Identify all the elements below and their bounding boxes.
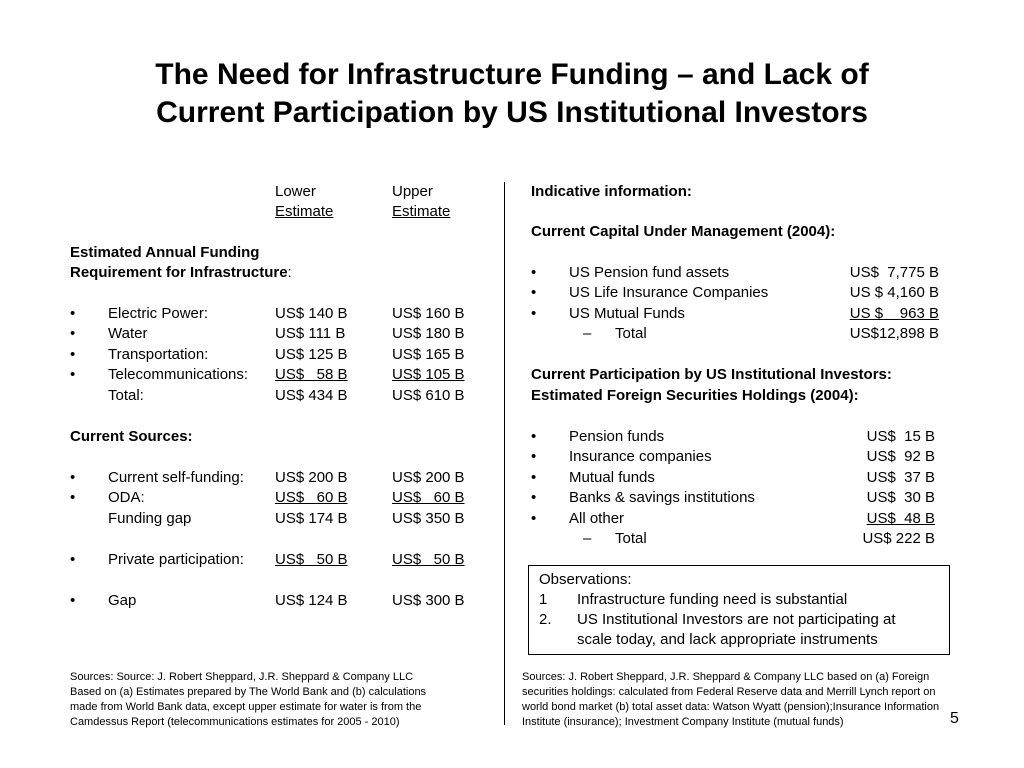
- participation-total-row: [531, 529, 951, 549]
- bullet: •: [531, 489, 537, 506]
- capital-row: [531, 283, 951, 303]
- row-label: Electric Power:: [108, 305, 209, 322]
- participation-row: [531, 427, 951, 447]
- requirement-total-row: [70, 386, 490, 406]
- row-value: US$12,898 B: [849, 325, 939, 342]
- upper-value: US$ 160 B: [392, 305, 465, 322]
- requirement-heading-line-1: Estimated Annual Funding: [70, 244, 260, 261]
- upper-header-1: Upper: [392, 183, 433, 200]
- requirement-row: [70, 345, 490, 365]
- observation-item-continued: [539, 630, 939, 650]
- bullet: •: [70, 469, 76, 486]
- row-label: Pension funds: [569, 428, 665, 445]
- source-line: Sources: J. Robert Sheppard, J.R. Sheppard & Company LLC based on (a) Foreign: [522, 671, 930, 683]
- bullet: •: [70, 551, 76, 568]
- bullet: •: [531, 448, 537, 465]
- row-label: All other: [569, 510, 625, 527]
- row-value: US $ 4,160 B: [849, 284, 939, 301]
- lower-value: US$ 58 B: [275, 366, 348, 383]
- source-line: Sources: Source: J. Robert Sheppard, J.R. Sheppard & Company LLC: [70, 671, 414, 683]
- row-label: Water: [108, 325, 148, 342]
- upper-value: US$ 350 B: [392, 510, 465, 527]
- lower-value: US$ 200 B: [275, 469, 348, 486]
- upper-value: US$ 180 B: [392, 325, 465, 342]
- sources-left: [70, 670, 426, 730]
- row-label: Total:: [108, 387, 144, 404]
- sources-right: [522, 670, 939, 730]
- capital-heading: Current Capital Under Management (2004):: [531, 223, 836, 240]
- lower-value: US$ 140 B: [275, 305, 348, 322]
- upper-value: US$ 105 B: [392, 366, 465, 383]
- observation-item: [539, 590, 939, 610]
- observation-number: 1: [539, 591, 548, 608]
- row-label: Transportation:: [108, 346, 209, 363]
- row-label: Total: [615, 325, 647, 342]
- upper-value: US$ 300 B: [392, 592, 465, 609]
- bullet: •: [531, 510, 537, 527]
- column-divider: [504, 182, 505, 725]
- upper-value: US$ 60 B: [392, 489, 465, 506]
- bullet: •: [70, 592, 76, 609]
- lower-header-1: Lower: [275, 183, 316, 200]
- source-row: [70, 468, 490, 488]
- lower-value: US$ 50 B: [275, 551, 348, 568]
- row-value: US$ 37 B: [866, 469, 935, 486]
- observation-text: Infrastructure funding need is substantial: [577, 591, 848, 608]
- requirement-row: [70, 365, 490, 385]
- slide-title: [40, 56, 984, 132]
- lower-header-2: Estimate: [275, 203, 334, 220]
- bullet: •: [70, 366, 76, 383]
- row-label: US Mutual Funds: [569, 305, 685, 322]
- source-line: made from World Bank data, except upper estimate for water is from the: [70, 701, 422, 713]
- lower-value: US$ 111 B: [275, 325, 346, 342]
- private-participation-row: [70, 550, 490, 570]
- bullet: •: [531, 428, 537, 445]
- observations-box: [528, 565, 950, 655]
- upper-value: US$ 610 B: [392, 387, 465, 404]
- participation-row: [531, 488, 951, 508]
- bullet: •: [531, 305, 537, 322]
- participation-row: [531, 468, 951, 488]
- upper-value: US$ 165 B: [392, 346, 465, 363]
- row-value: US$ 7,775 B: [849, 264, 939, 281]
- row-label: Total: [615, 530, 647, 547]
- row-label: Banks & savings institutions: [569, 489, 755, 506]
- row-label: Gap: [108, 592, 137, 609]
- bullet: •: [531, 264, 537, 281]
- bullet: •: [70, 346, 76, 363]
- row-label: Funding gap: [108, 510, 192, 527]
- lower-value: US$ 434 B: [275, 387, 348, 404]
- participation-row: [531, 509, 951, 529]
- source-line: securities holdings: calculated from Federal Reserve data and Merrill Lynch report on: [522, 686, 936, 698]
- upper-value: US$ 200 B: [392, 469, 465, 486]
- observation-item: [539, 610, 939, 630]
- row-label: ODA:: [108, 489, 145, 506]
- capital-total-row: [531, 324, 951, 344]
- source-line: Institute (insurance); Investment Company Institute (mutual funds): [522, 716, 844, 728]
- requirement-row: [70, 304, 490, 324]
- row-label: US Pension fund assets: [569, 264, 730, 281]
- observation-number: 2.: [539, 611, 552, 628]
- row-value: US$ 15 B: [866, 428, 935, 445]
- upper-value: US$ 50 B: [392, 551, 465, 568]
- dash: –: [583, 530, 592, 547]
- source-row: [70, 488, 490, 508]
- requirement-row: [70, 324, 490, 344]
- row-value: US $ 963 B: [849, 305, 939, 322]
- observation-text: scale today, and lack appropriate instruments: [577, 631, 878, 648]
- capital-row: [531, 263, 951, 283]
- bullet: •: [70, 305, 76, 322]
- slide-title-line-2: Current Participation by US Institutional Investors: [156, 96, 868, 129]
- participation-heading-line-1: Current Participation by US Institutional Investors:: [531, 366, 892, 383]
- funding-gap-row: [70, 509, 490, 529]
- participation-heading-line-2: Estimated Foreign Securities Holdings (2004):: [531, 387, 859, 404]
- row-value: US$ 48 B: [866, 510, 935, 527]
- requirement-heading-text: Requirement for Infrastructure: [70, 264, 288, 281]
- observation-text: US Institutional Investors are not participating at: [577, 611, 896, 628]
- dash: –: [583, 325, 592, 342]
- lower-value: US$ 124 B: [275, 592, 348, 609]
- bullet: •: [70, 325, 76, 342]
- requirement-heading-colon: :: [287, 264, 292, 281]
- bullet: •: [70, 489, 76, 506]
- row-label: Insurance companies: [569, 448, 712, 465]
- row-label: Telecommunications:: [108, 366, 249, 383]
- capital-row: [531, 304, 951, 324]
- bullet: •: [531, 469, 537, 486]
- row-label: Private participation:: [108, 551, 244, 568]
- row-label: Current self-funding:: [108, 469, 244, 486]
- participation-row: [531, 447, 951, 467]
- source-line: Camdessus Report (telecommunications estimates for 2005 - 2010): [70, 716, 400, 728]
- slide-title-line-1: The Need for Infrastructure Funding – and Lack of: [155, 58, 869, 91]
- requirement-heading-line-2: [70, 263, 292, 283]
- lower-value: US$ 60 B: [275, 489, 348, 506]
- row-value: US$ 30 B: [866, 489, 935, 506]
- gap-row: [70, 591, 490, 611]
- lower-value: US$ 174 B: [275, 510, 348, 527]
- source-line: Based on (a) Estimates prepared by The World Bank and (b) calculations: [70, 686, 427, 698]
- lower-value: US$ 125 B: [275, 346, 348, 363]
- indicative-heading: Indicative information:: [531, 183, 692, 200]
- upper-header-2: Estimate: [392, 203, 451, 220]
- row-value: US$ 92 B: [866, 448, 935, 465]
- row-label: Mutual funds: [569, 469, 655, 486]
- observations-heading: Observations:: [539, 571, 632, 588]
- page-number: 5: [950, 710, 959, 727]
- source-line: world bond market (b) total asset data: Watson Wyatt (pension);Insurance Information: [522, 701, 940, 713]
- row-label: US Life Insurance Companies: [569, 284, 769, 301]
- bullet: •: [531, 284, 537, 301]
- current-sources-heading: Current Sources:: [70, 428, 193, 445]
- row-value: US$ 222 B: [862, 530, 935, 547]
